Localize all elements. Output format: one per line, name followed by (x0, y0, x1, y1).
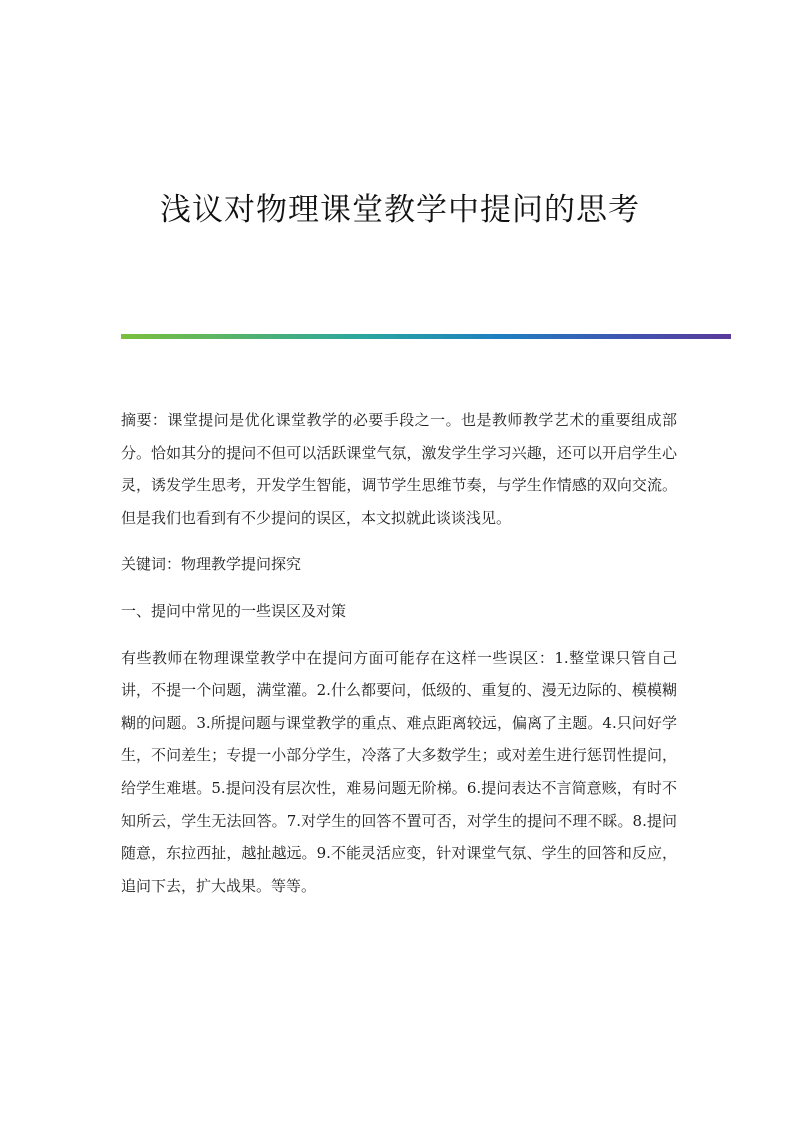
section-heading: 一、提问中常见的一些误区及对策 (121, 601, 347, 620)
section-body-paragraph: 有些教师在物理课堂教学中在提问方面可能存在这样一些误区：1.整堂课只管自己讲，不提一个问题，满堂灌。2.什么都要问，低级的、重复的、漫无边际的、模模糊糊的问题。3.所提问题与课堂教学的重点、难点距离较远，偏离了主题。4.只问好学生，不问差生；专提一小部分学生，冷落了大多数学生；或对差生进行惩罚性提问，给学生难堪。5.提问没有层次性，难易问题无阶梯。6.提问表达不言简意赅，有时不知所云，学生无法回答。7.对学生的回答不置可否，对学生的提问不理不睬。8.提问随意，东拉西扯，越扯越远。9.不能灵活应变，针对课堂气氛、学生的回答和反应，追问下去，扩大战果。等等。 (121, 648, 677, 895)
title-divider (121, 334, 731, 339)
document-body (121, 404, 677, 916)
document-title: 浅议对物理课堂教学中提问的思考 (160, 192, 640, 228)
abstract-paragraph: 摘要：课堂提问是优化课堂教学的必要手段之一。也是教师教学艺术的重要组成部分。恰如其分的提问不但可以活跃课堂气氛，激发学生学习兴趣，还可以开启学生心灵，诱发学生思考，开发学生智能，调节学生思维节奏，与学生作情感的双向交流。但是我们也看到有不少提问的误区，本文拟就此谈谈浅见。 (121, 411, 677, 527)
keywords-line: 关键词：物理教学提问探究 (121, 555, 302, 574)
